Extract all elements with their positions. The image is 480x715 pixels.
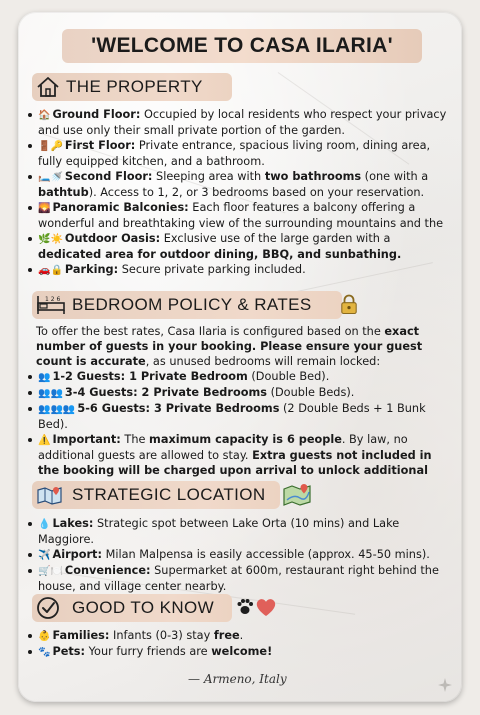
list-item: 🏠 Ground Floor: Occupied by local residents who respect your privacy and use only their small private portion of the garden. [26,107,452,138]
section-title-good: GOOD TO KNOW [72,598,215,617]
landscape-icon: 🌄 [38,203,51,214]
list-item: 🌄 Panoramic Balconies: Each floor features a balcony offering a wonderful and breathtaking view of the surrounding mountains and the [26,200,452,231]
baby-icon: 👶 [38,631,51,642]
airplane-icon: ✈️ [38,550,51,561]
bedroom-list [26,369,452,493]
bed-shower-icon: 🛏️🚿 [38,172,63,183]
list-item: 👶 Families: Infants (0-3) stay free. [26,628,452,644]
svg-text:1 2 6: 1 2 6 [45,296,61,303]
map-icon [36,484,64,506]
padlock-icon [340,293,358,316]
property-list [26,107,452,278]
section-title-property: THE PROPERTY [66,77,203,96]
list-item: 👥👥 3-4 Guests: 2 Private Bedrooms (Double Beds). [26,385,452,401]
checkmark-circle-icon [36,596,60,620]
list-item: 🌿☀️ Outdoor Oasis: Exclusive use of the large garden with a dedicated area for outdoor dining, BBQ, and sunbathing. [26,231,452,262]
guests-icon: 👥👥👥 [38,404,76,415]
door-key-icon: 🚪🔑 [38,141,63,152]
sparkle-icon [438,678,452,692]
list-item: 🚗🔒 Parking: Secure private parking included. [26,262,452,278]
section-header-good [32,594,232,622]
list-item: 🐾 Pets: Your furry friends are welcome! [26,644,452,660]
list-item: ✈️ Airport: Milan Malpensa is easily accessible (approx. 45-50 mins). [26,547,452,563]
section-header-bedroom [32,291,342,319]
signature: — Armeno, Italy [188,672,287,686]
cart-dining-icon: 🛒🍽️ [38,566,63,577]
welcome-card [18,12,462,702]
warning-icon: ⚠️ [38,435,51,446]
bedroom-intro: To offer the best rates, Casa Ilaria is configured based on the exact number of guests in your booking. Please ensure your guest count is accurate, as unused bedrooms will remain locked: [36,325,423,368]
section-header-location [32,481,280,509]
house-icon [36,76,60,98]
list-item: 🛏️🚿 Second Floor: Sleeping area with two bathrooms (one with a bathtub). Access to 1, 2, or 3 bedrooms based on your reservation. [26,169,452,200]
bed-icon [36,294,66,316]
house-emoji-icon: 🏠 [38,110,51,121]
guests-icon: 👥👥 [38,388,63,399]
section-header-property [32,73,232,101]
title-banner [62,29,422,63]
list-item: ⚠️ Important: The maximum capacity is 6 people. By law, no additional guests are allowed to stay. Extra guests not included in the booking will be charged upon arrival to unlock additional [26,432,452,493]
list-item: 👥👥👥 5-6 Guests: 3 Private Bedrooms (2 Double Beds + 1 Bunk Bed). [26,401,452,432]
list-item: 💧 Lakes: Strategic spot between Lake Orta (10 mins) and Lake Maggiore. [26,516,452,547]
car-lock-icon: 🚗🔒 [38,265,63,276]
paw-icon: 🐾 [38,647,51,658]
section-title-location: STRATEGIC LOCATION [72,485,266,504]
leaf-sun-icon: 🌿☀️ [38,234,63,245]
list-item: 👥 1-2 Guests: 1 Private Bedroom (Double Bed). [26,369,452,385]
good-list [26,628,452,660]
list-item: 🚪🔑 First Floor: Private entrance, spacious living room, dining area, fully equipped kitchen, and a bathroom. [26,138,452,169]
map-pin-icon [282,482,314,506]
paw-heart-icon [236,596,280,618]
section-title-bedroom: BEDROOM POLICY & RATES [72,295,312,314]
guests-icon: 👥 [38,372,51,383]
page-title: 'WELCOME TO CASA ILARIA' [91,34,393,57]
location-list [26,516,452,594]
list-item: 🛒🍽️ Convenience: Supermarket at 600m, restaurant right behind the house, and village center nearby. [26,563,452,594]
droplet-icon: 💧 [38,519,51,530]
